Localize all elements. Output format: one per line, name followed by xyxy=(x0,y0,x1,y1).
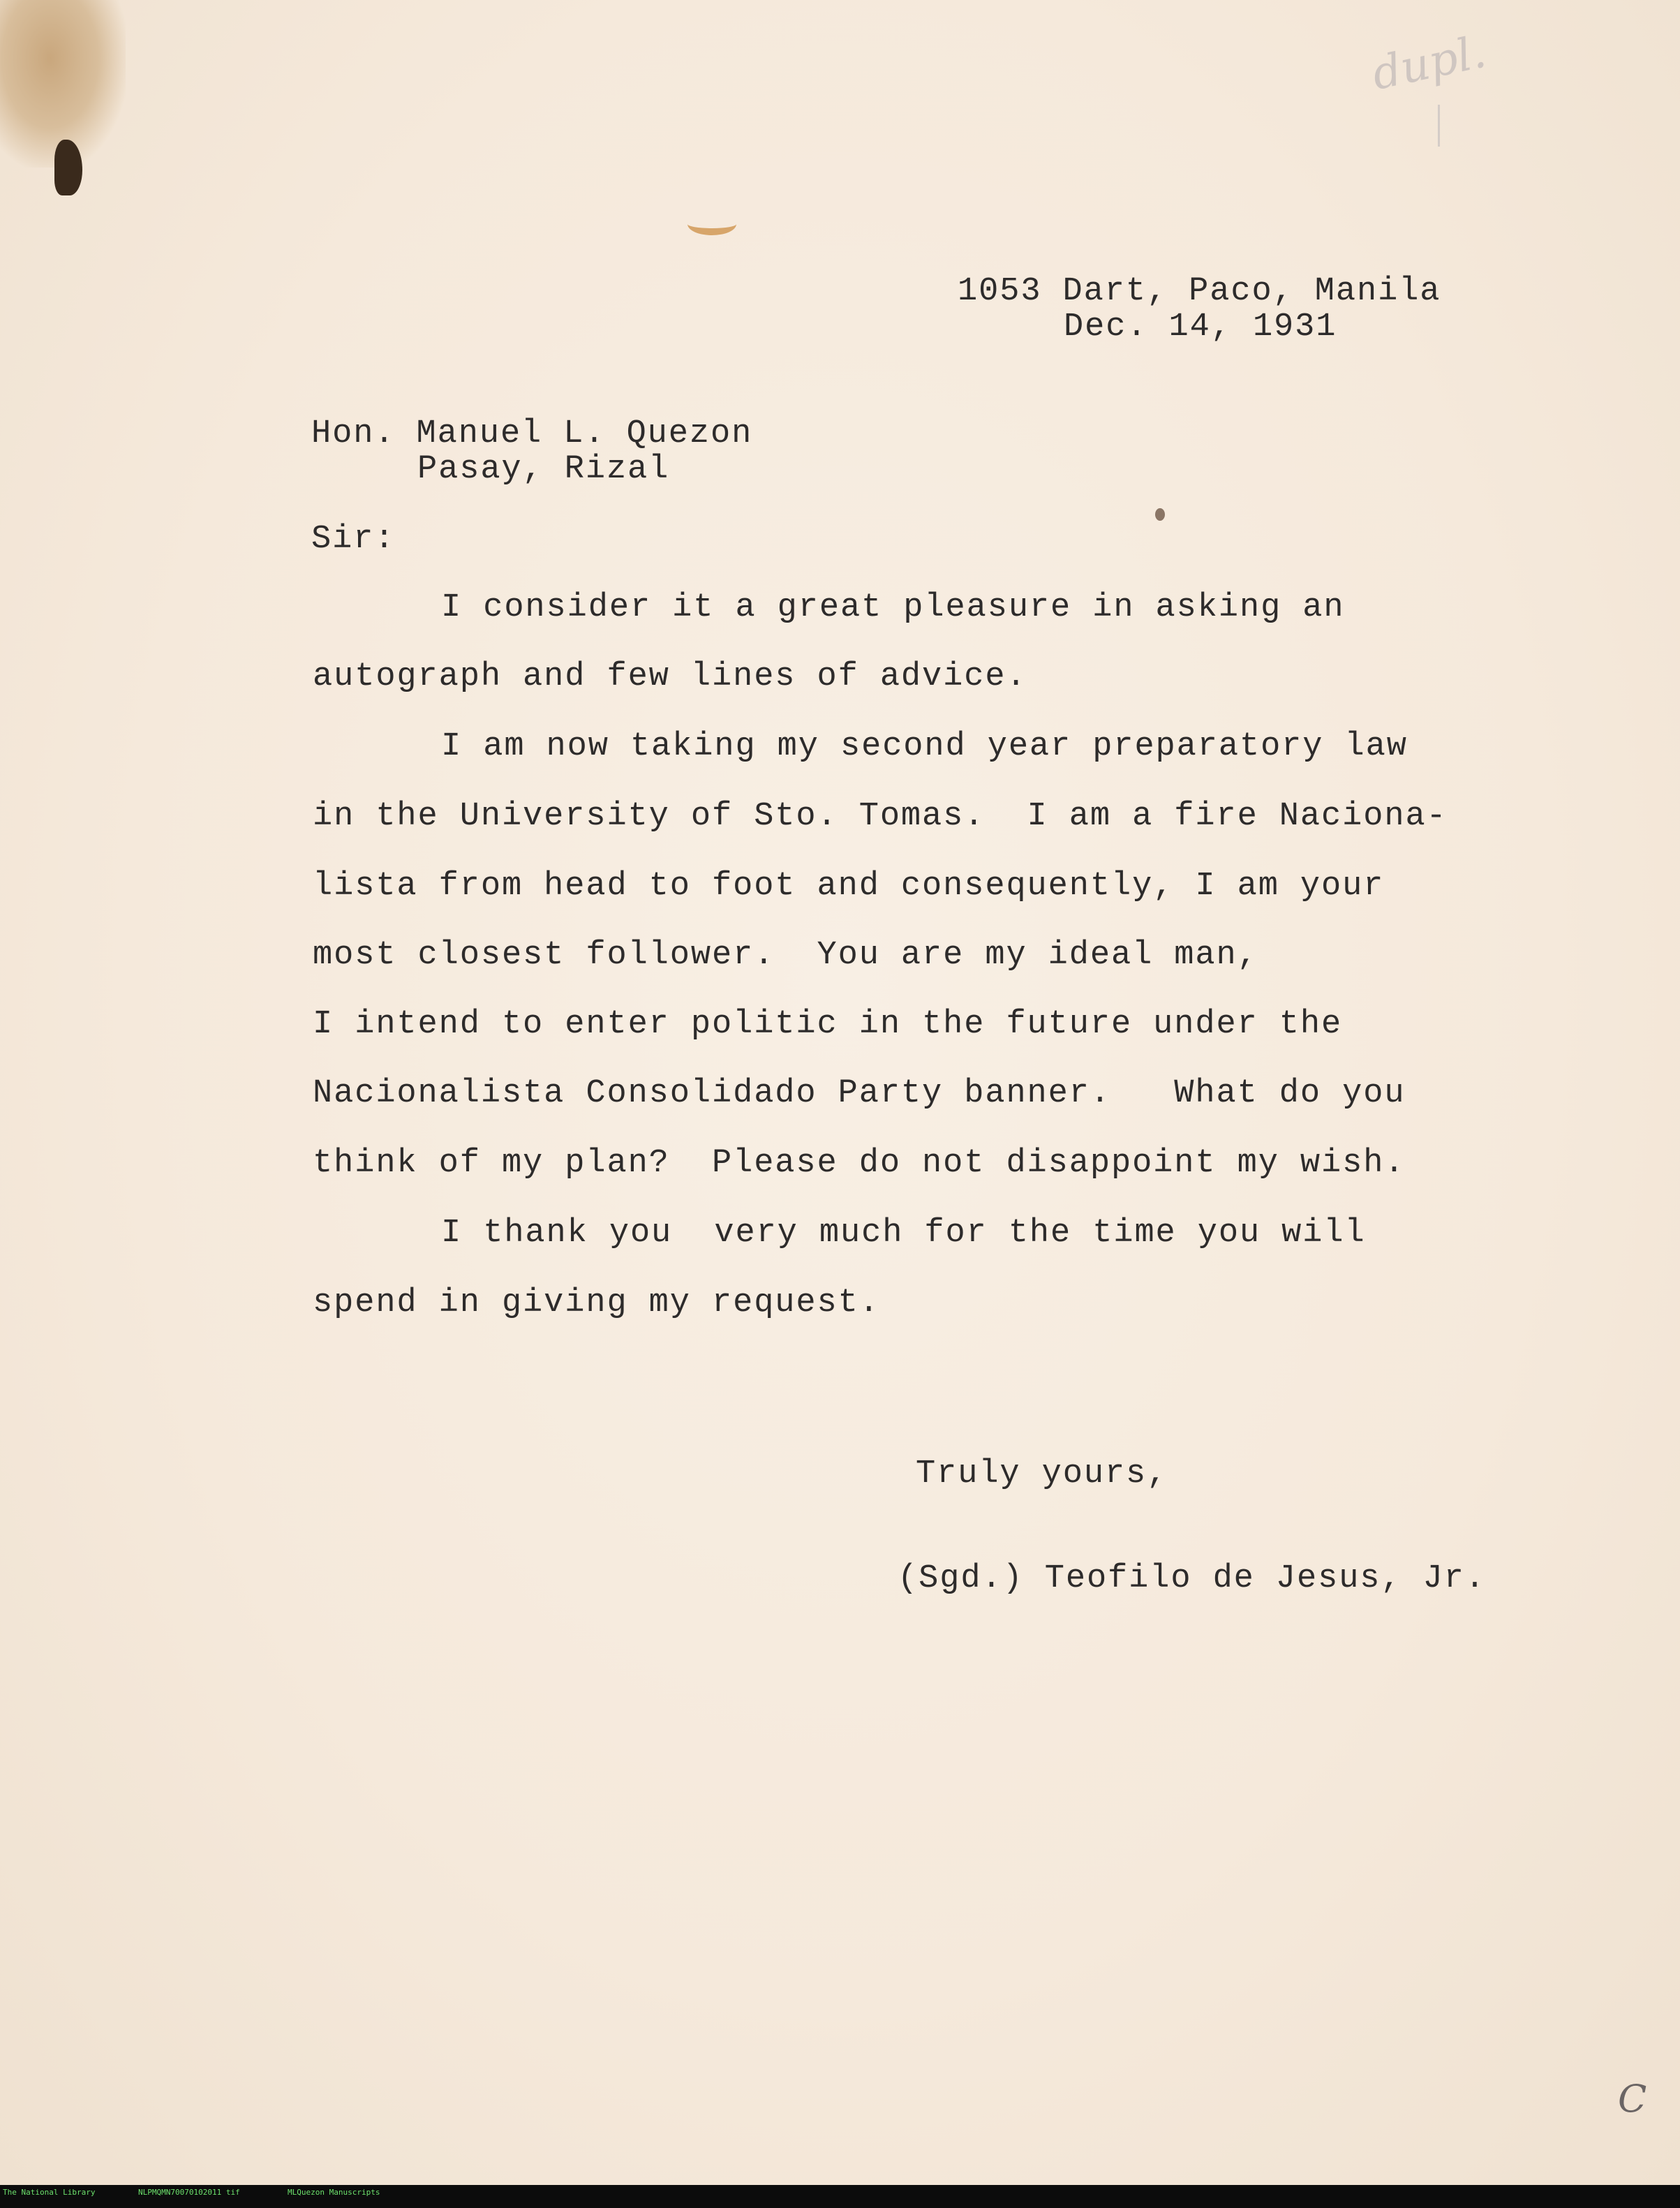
footer-collection: MLQuezon Manuscripts xyxy=(288,2188,380,2197)
ink-dot xyxy=(1155,508,1165,521)
body-line: in the University of Sto. Tomas. I am a fire Naciona- xyxy=(313,798,1448,835)
recipient-name: Hon. Manuel L. Quezon xyxy=(311,415,753,452)
body-line: I am now taking my second year preparatory law xyxy=(441,728,1408,765)
body-line: lista from head to foot and consequently, I am your xyxy=(313,868,1385,905)
pencil-stroke xyxy=(1438,105,1440,147)
closing: Truly yours, xyxy=(916,1455,1168,1492)
footer-library: The National Library xyxy=(3,2188,96,2197)
body-line: think of my plan? Please do not disappoint my wish. xyxy=(313,1145,1406,1182)
body-line: Nacionalista Consolidado Party banner. What do you xyxy=(313,1075,1406,1112)
body-line: I thank you very much for the time you will xyxy=(441,1215,1366,1252)
recipient-place: Pasay, Rizal xyxy=(417,451,670,488)
sender-address: 1053 Dart, Paco, Manila xyxy=(958,273,1441,310)
body-line: most closest follower. You are my ideal man, xyxy=(313,937,1258,974)
body-line: I consider it a great pleasure in asking an xyxy=(441,589,1345,626)
paper-smudge xyxy=(687,213,736,235)
body-line: autograph and few lines of advice. xyxy=(313,658,1027,695)
letter-date: Dec. 14, 1931 xyxy=(1064,309,1337,346)
salutation: Sir: xyxy=(311,521,396,558)
corner-mark: C xyxy=(1618,2077,1647,2121)
body-line: I intend to enter politic in the future under the xyxy=(313,1006,1343,1043)
body-line: spend in giving my request. xyxy=(313,1284,880,1321)
pencil-note: dupl. xyxy=(1367,26,1491,101)
scan-footer-bar xyxy=(0,2185,1680,2208)
signature-line: (Sgd.) Teofilo de Jesus, Jr. xyxy=(898,1560,1486,1597)
footer-file-id: NLPMQMN70070102011 tif xyxy=(138,2188,240,2197)
